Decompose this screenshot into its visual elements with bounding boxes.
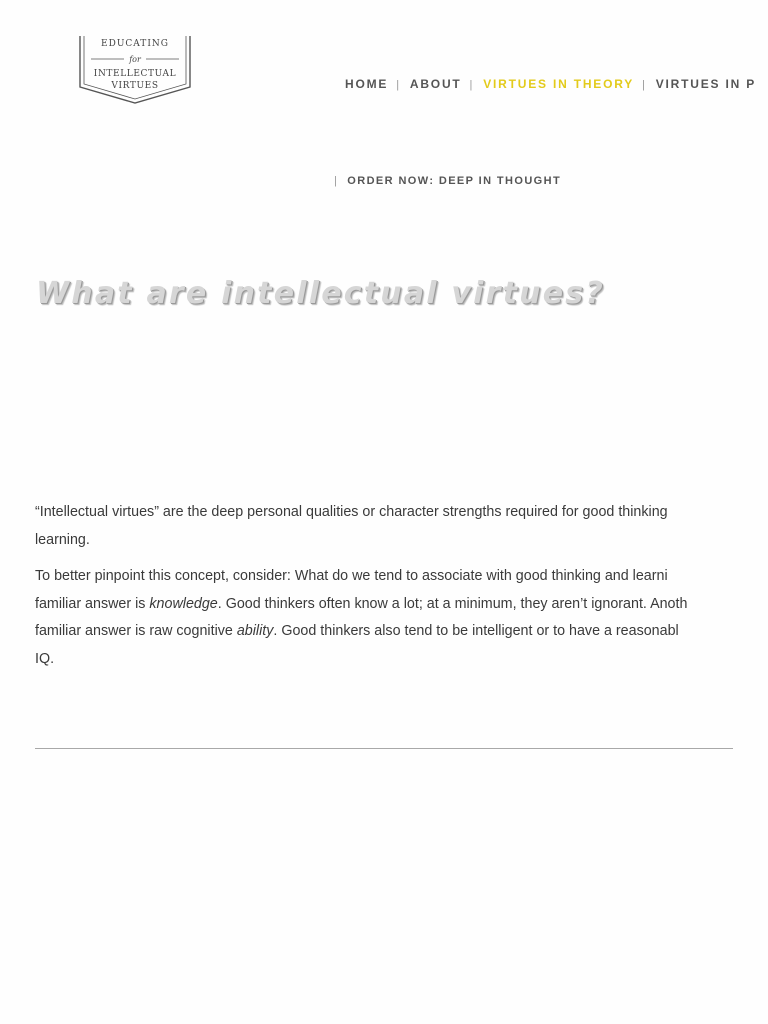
emphasis-knowledge: knowledge: [149, 595, 218, 612]
nav-virtues-in-practice[interactable]: VIRTUES IN P: [655, 77, 757, 91]
paragraph-2-line-4: IQ.: [35, 650, 55, 667]
site-logo[interactable]: [77, 36, 193, 106]
paragraph-2-line-2-start: familiar answer is: [35, 595, 150, 612]
logo-text-for: for: [129, 55, 141, 64]
nav-separator: |: [396, 79, 401, 91]
paragraph-1-line-1: “Intellectual virtues” are the deep personal qualities or character strengths required for good thinking: [35, 504, 668, 520]
paragraph-2-line-3-start: familiar answer is raw cognitive: [35, 623, 237, 639]
paragraph-2-line-3-end: . Good thinkers also tend to be intelligent or to have a reasonabl: [273, 623, 679, 639]
page-title: What are intellectual virtues?: [36, 276, 605, 311]
secondary-nav: [334, 175, 561, 187]
nav-separator: |: [469, 79, 475, 91]
paragraph-2: [35, 563, 733, 673]
nav-about[interactable]: ABOUT: [409, 77, 462, 91]
main-nav: [345, 77, 757, 91]
emphasis-ability: ability: [236, 623, 274, 639]
logo-text-intellectual: INTELLECTUAL: [93, 69, 177, 79]
paragraph-2-line-1: To better pinpoint this concept, consider: What do we tend to associate with good thinking and learni: [35, 568, 668, 584]
paragraph-2-line-2-end: . Good thinkers often know a lot; at a minimum, they aren’t ignorant. Anoth: [217, 595, 688, 612]
article-body: [35, 499, 733, 682]
horizontal-divider: [35, 748, 733, 749]
order-now-link[interactable]: ORDER NOW: DEEP IN THOUGHT: [347, 175, 562, 187]
logo-text-virtues: VIRTUES: [111, 81, 159, 91]
nav-separator: |: [642, 79, 647, 91]
subnav-separator: |: [334, 175, 339, 187]
logo-text-educating: EDUCATING: [101, 39, 169, 49]
logo-badge: [77, 36, 193, 106]
nav-home[interactable]: HOME: [345, 77, 389, 91]
paragraph-1-line-2: learning.: [35, 531, 90, 548]
paragraph-1: [35, 499, 733, 554]
nav-virtues-in-theory[interactable]: VIRTUES IN THEORY: [483, 77, 635, 91]
